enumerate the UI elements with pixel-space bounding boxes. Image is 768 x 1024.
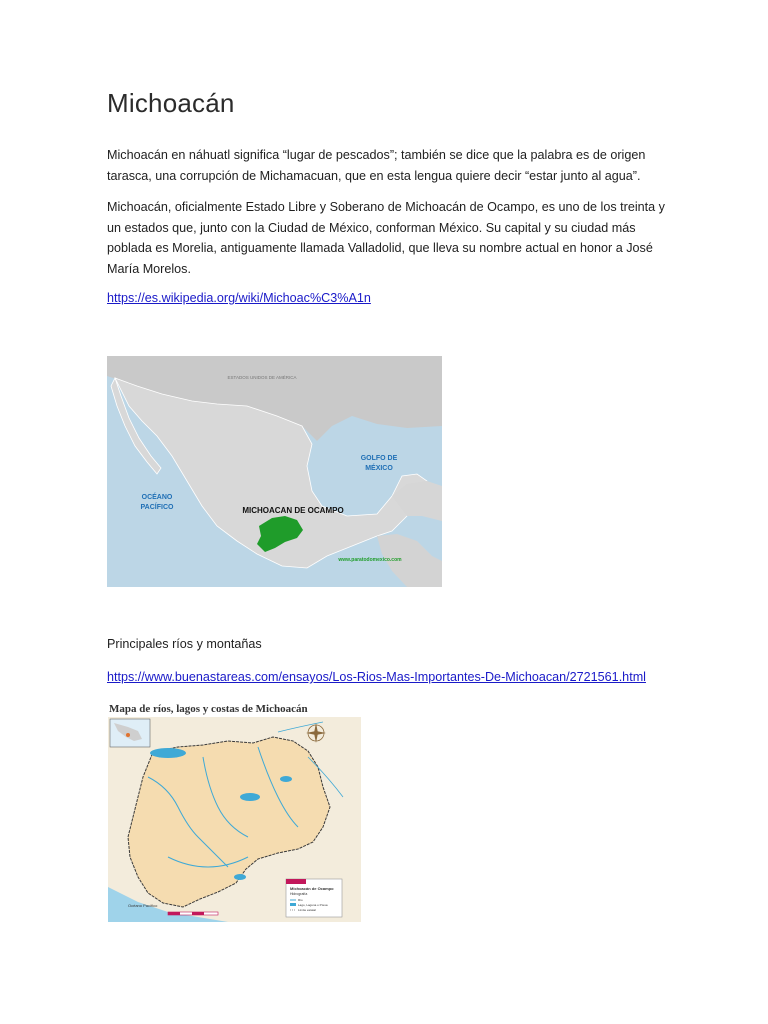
state-label: MICHOACAN DE OCAMPO bbox=[242, 506, 344, 515]
usa-label: ESTADOS UNIDOS DE AMÉRICA bbox=[227, 375, 297, 380]
paragraph-description: Michoacán, oficialmente Estado Libre y Soberano de Michoacán de Ocampo, es uno de los treinta y un estados que, junto con la Ciudad de México, conforman México. Su capital y su ciudad más poblada es Morelia, antiguamente llamada Valladolid, que lleva su nombre actual en honor a José María Morelos. bbox=[107, 200, 665, 276]
legend-title: Michoacán de Ocampo bbox=[290, 886, 334, 891]
mexico-map bbox=[107, 356, 442, 587]
legend-item-boundary: Límite estatal bbox=[298, 908, 316, 912]
michoacan-hydro-map-graphic bbox=[108, 717, 361, 922]
buenastareas-link[interactable]: https://www.buenastareas.com/ensayos/Los-Rios-Mas-Importantes-De-Michoacan/2721561.html bbox=[107, 670, 646, 684]
ocean-label-line2: PACÍFICO bbox=[140, 504, 174, 511]
gulf-label-line1: GOLFO DE bbox=[360, 455, 398, 462]
legend-item-lake: Lago, Laguna o Presa bbox=[298, 903, 328, 907]
michoacan-hydro-map bbox=[108, 717, 361, 922]
ocean-label: Océano Pacífico bbox=[128, 903, 158, 908]
site-label: www.paratodomexico.com bbox=[338, 557, 402, 563]
gulf-label-line2: MÉXICO bbox=[365, 465, 393, 472]
rivers-heading: Principales ríos y montañas bbox=[107, 637, 262, 651]
mexico-map-graphic bbox=[107, 356, 442, 587]
wikipedia-link[interactable]: https://es.wikipedia.org/wiki/Michoac%C3%A1n bbox=[107, 291, 371, 305]
legend-subtitle: Hidrografía bbox=[290, 892, 308, 896]
map2-caption: Mapa de ríos, lagos y costas de Michoacán bbox=[109, 703, 308, 715]
paragraph-etymology: Michoacán en náhuatl significa “lugar de pescados”; también se dice que la palabra es de origen tarasca, una corrupción de Michamacuan, que en esta lengua quiere decir “estar junto al agua”. bbox=[107, 148, 646, 183]
page-title: Michoacán bbox=[107, 88, 235, 118]
legend-item-river: Río bbox=[298, 898, 303, 902]
ocean-label-line1: OCÉANO bbox=[141, 494, 173, 501]
